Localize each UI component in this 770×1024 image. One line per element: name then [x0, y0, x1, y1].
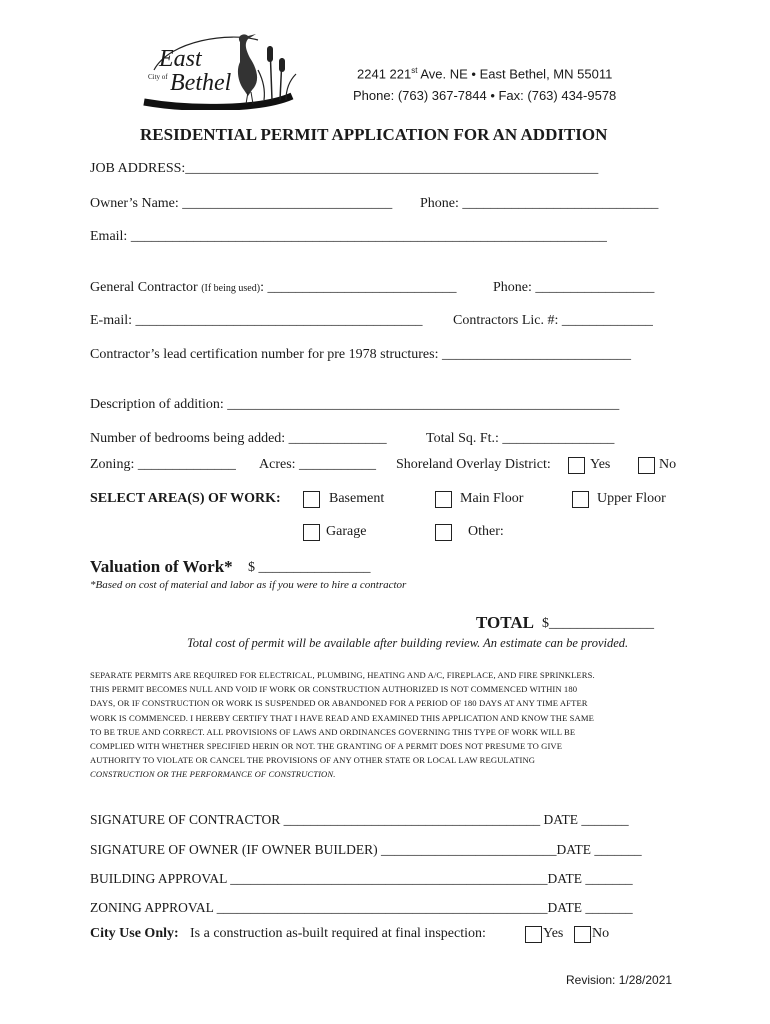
legal-line: COMPLIED WITH WHETHER SPECIFIED HERIN OR NOT. THE GRANTING OF A PERMIT DOES NOT PRESUME TO GIVE	[90, 741, 563, 752]
upper-floor-checkbox[interactable]	[572, 491, 589, 508]
zoning-approval-field[interactable]: ZONING APPROVAL _________________________________________________DATE _______	[90, 900, 633, 915]
city-use-label: City Use Only:	[90, 926, 179, 941]
legal-line: THIS PERMIT BECOMES NULL AND VOID IF WORK OR CONSTRUCTION AUTHORIZED IS NOT COMMENCED WITHIN 180	[90, 684, 578, 695]
legal-line: CONSTRUCTION OR THE PERFORMANCE OF CONSTRUCTION.	[90, 769, 336, 780]
legal-line: AUTHORITY TO VIOLATE OR CANCEL THE PROVISIONS OF ANY OTHER STATE OR LOCAL LAW REGULATING	[90, 755, 536, 766]
other-checkbox[interactable]	[435, 524, 452, 541]
contractor-signature-field[interactable]: SIGNATURE OF CONTRACTOR ______________________________________ DATE _______	[90, 812, 629, 827]
logo-text-east: East	[159, 46, 202, 72]
total-field[interactable]: $_______________	[542, 616, 654, 631]
shoreland-yes-checkbox[interactable]	[568, 457, 585, 474]
page-title: RESIDENTIAL PERMIT APPLICATION FOR AN ADDITION	[140, 125, 608, 144]
total-label: TOTAL	[476, 613, 534, 632]
logo-text-city-of: City of	[148, 73, 168, 81]
contractor-email-field[interactable]: E-mail: _________________________________________	[90, 313, 423, 328]
main-floor-checkbox[interactable]	[435, 491, 452, 508]
header-address: 2241 221st Ave. NE • East Bethel, MN 55011	[357, 66, 613, 82]
city-use-question: Is a construction as-built required at final inspection:	[190, 926, 486, 941]
lead-certification-field[interactable]: Contractor’s lead certification number for pre 1978 structures: ___________________________	[90, 347, 631, 362]
shoreland-no-label: No	[659, 457, 677, 472]
valuation-field[interactable]: $ ________________	[248, 560, 371, 575]
header-phone: Phone: (763) 367-7844 • Fax: (763) 434-9578	[353, 88, 617, 103]
legal-line: DAYS, OR IF CONSTRUCTION OR WORK IS SUSPENDED OR ABANDONED FOR A PERIOD OF 180 DAYS AT ANY TIME AFTER	[90, 698, 588, 709]
shoreland-label: Shoreland Overlay District:	[396, 457, 551, 472]
legal-text	[90, 668, 595, 782]
acres-field[interactable]: Acres: ___________	[259, 457, 377, 472]
other-label: Other:	[468, 524, 504, 539]
owner-signature-field[interactable]: SIGNATURE OF OWNER (IF OWNER BUILDER) __________________________DATE _______	[90, 842, 642, 857]
legal-line: WORK IS COMMENCED. I HEREBY CERTIFY THAT I HAVE READ AND EXAMINED THIS APPLICATION AND KNOW THE SAME	[90, 712, 594, 723]
as-built-yes-label: Yes	[543, 926, 564, 941]
revision-date: Revision: 1/28/2021	[566, 973, 673, 987]
legal-line: SEPARATE PERMITS ARE REQUIRED FOR ELECTRICAL, PLUMBING, HEATING AND A/C, FIREPLACE, AND FIRE SPRINKLERS.	[90, 670, 595, 680]
valuation-label: Valuation of Work*	[90, 557, 233, 576]
email-field[interactable]: Email: ____________________________________________________________________	[90, 229, 607, 244]
as-built-no-checkbox[interactable]	[574, 926, 591, 943]
owner-phone-field[interactable]: Phone: ____________________________	[420, 196, 659, 211]
contractor-blank: : ___________________________	[260, 280, 457, 295]
areas-of-work-label: SELECT AREA(S) OF WORK:	[90, 491, 281, 506]
as-built-no-label: No	[592, 926, 610, 941]
contractor-label: General Contractor	[90, 280, 198, 295]
legal-line: TO BE TRUE AND CORRECT. ALL PROVISIONS OF LAWS AND ORDINANCES GOVERNING THIS TYPE OF WORK WILL BE	[90, 726, 576, 737]
zoning-field[interactable]: Zoning: ______________	[90, 457, 236, 472]
contractor-phone-field[interactable]: Phone: _________________	[493, 280, 655, 295]
basement-checkbox[interactable]	[303, 491, 320, 508]
upper-floor-label: Upper Floor	[597, 491, 666, 506]
logo-text-bethel: Bethel	[170, 70, 232, 96]
description-field[interactable]: Description of addition: ________________________________________________________	[90, 397, 620, 412]
square-feet-field[interactable]: Total Sq. Ft.: ________________	[426, 431, 615, 446]
as-built-yes-checkbox[interactable]	[525, 926, 542, 943]
valuation-note: *Based on cost of material and labor as if you were to hire a contractor	[90, 579, 407, 591]
garage-checkbox[interactable]	[303, 524, 320, 541]
contractor-license-field[interactable]: Contractors Lic. #: _____________	[453, 313, 653, 328]
garage-label: Garage	[326, 524, 367, 539]
shoreland-no-checkbox[interactable]	[638, 457, 655, 474]
contractor-note: (If being used)	[201, 283, 261, 294]
building-approval-field[interactable]: BUILDING APPROVAL _______________________________________________DATE _______	[90, 871, 633, 886]
bedrooms-field[interactable]: Number of bedrooms being added: ______________	[90, 431, 387, 446]
shoreland-yes-label: Yes	[590, 457, 611, 472]
main-floor-label: Main Floor	[460, 491, 524, 506]
owner-name-field[interactable]: Owner’s Name: ______________________________	[90, 196, 393, 211]
total-note: Total cost of permit will be available after building review. An estimate can be provided.	[187, 636, 629, 650]
basement-label: Basement	[329, 491, 385, 506]
contractor-field[interactable]	[90, 280, 456, 296]
job-address-field[interactable]: JOB ADDRESS:___________________________________________________________	[90, 161, 599, 176]
